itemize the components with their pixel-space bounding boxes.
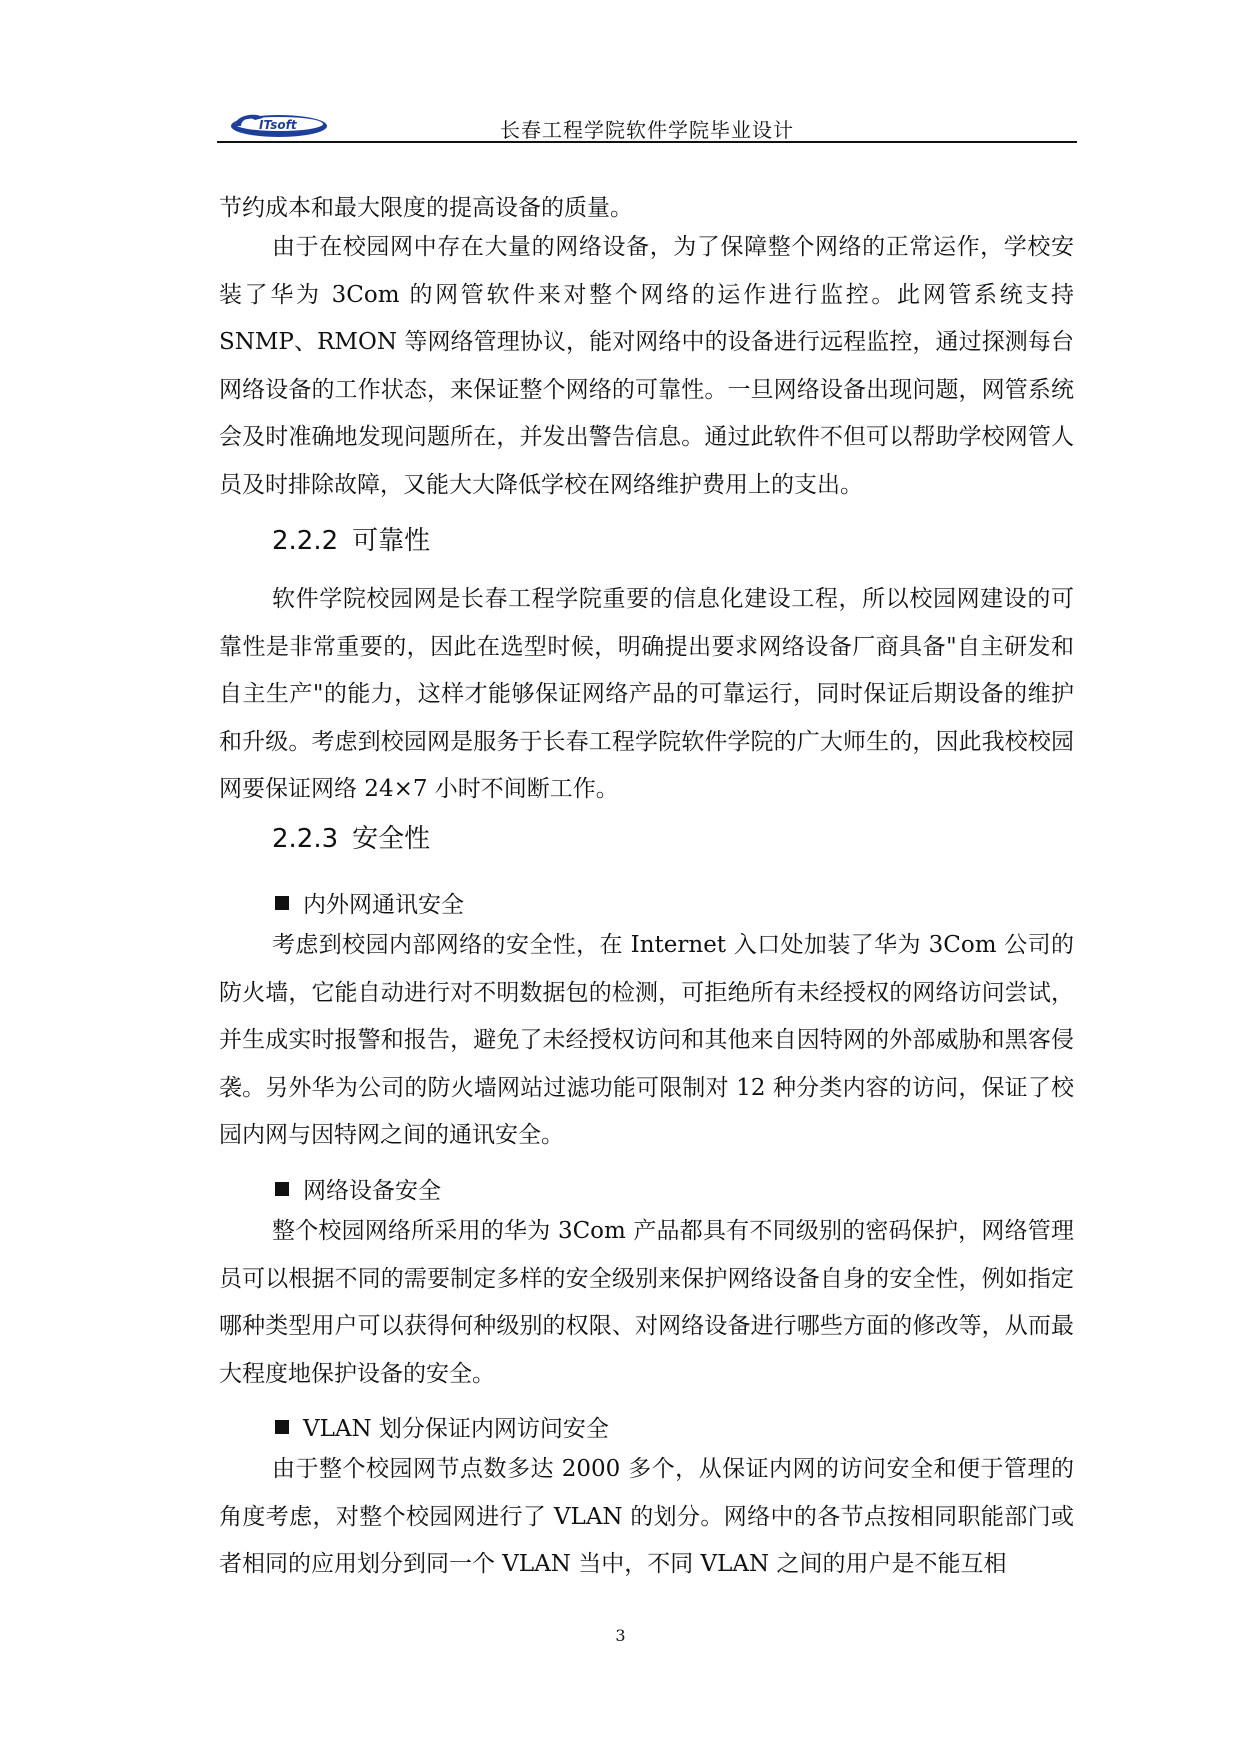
bullet-label: VLAN 划分保证内网访问安全: [303, 1416, 609, 1442]
logo-text: ITsoft: [259, 118, 297, 132]
paragraph-vlan: 由于整个校园网节点数多达 2000 多个，从保证内网的访问安全和便于管理的角度考虑，对整个校园网进行了 VLAN 的划分。网络中的各节点按相同职能部门或者相同的应用划分到同一个 VLAN 当中，不同 VLAN 之间的用户是不能互相: [219, 1456, 1074, 1577]
bullet-item-network-communication: [275, 886, 464, 919]
bullet-label: 网络设备安全: [303, 1178, 441, 1204]
page-number: 3: [615, 1626, 626, 1645]
section-title: 可靠性: [352, 526, 431, 556]
paragraph-device-security: 整个校园网络所采用的华为 3Com 产品都具有不同级别的密码保护，网络管理员可以根据不同的需要制定多样的安全级别来保护网络设备自身的安全性，例如指定哪种类型用户可以获得何种级别的权限、对网络设备进行哪些方面的修改等，从而最大程度地保护设备的安全。: [219, 1218, 1074, 1387]
section-number: 2.2.2: [272, 526, 339, 556]
bullet-item-device-security: [275, 1172, 441, 1205]
paragraph-continuation: 节约成本和最大限度的提高设备的质量。: [219, 195, 633, 221]
bullet-label: 内外网通讯安全: [303, 892, 464, 918]
section-heading-security: [272, 818, 430, 855]
header-divider: [217, 141, 1077, 143]
section-heading-reliability: [272, 520, 430, 557]
section-number: 2.2.3: [272, 824, 339, 854]
bullet-item-vlan: [275, 1410, 609, 1443]
header-title: 长春工程学院软件学院毕业设计: [500, 118, 794, 142]
square-bullet-icon: [275, 1420, 289, 1434]
square-bullet-icon: [275, 896, 289, 910]
page-header: [217, 108, 1077, 148]
section-title: 安全性: [352, 824, 431, 854]
paragraph-firewall: 考虑到校园内部网络的安全性，在 Internet 入口处加装了华为 3Com 公司的防火墙，它能自动进行对不明数据包的检测，可拒绝所有未经授权的网络访问尝试，并生成实时报警和报告，避免了未经授权访问和其他来自因特网的外部威胁和黑客侵袭。另外华为公司的防火墙网站过滤功能可限制对 12 种分类内容的访问，保证了校园内网与因特网之间的通讯安全。: [219, 932, 1074, 1148]
paragraph-reliability: 软件学院校园网是长春工程学院重要的信息化建设工程，所以校园网建设的可靠性是非常重要的，因此在选型时候，明确提出要求网络设备厂商具备"自主研发和自主生产"的能力，这样才能够保证网络产品的可靠运行，同时保证后期设备的维护和升级。考虑到校园网是服务于长春工程学院软件学院的广大师生的，因此我校校园网要保证网络 24×7 小时不间断工作。: [219, 586, 1074, 802]
square-bullet-icon: [275, 1182, 289, 1196]
paragraph-network-management: 由于在校园网中存在大量的网络设备，为了保障整个网络的正常运作，学校安装了华为 3Com 的网管软件来对整个网络的运作进行监控。此网管系统支持 SNMP、RMON 等网络管理协议，能对网络中的设备进行远程监控，通过探测每台网络设备的工作状态，来保证整个网络的可靠性。一旦网络设备出现问题，网管系统会及时准确地发现问题所在，并发出警告信息。通过此软件不但可以帮助学校网管人员及时排除故障，又能大大降低学校在网络维护费用上的支出。: [219, 234, 1074, 498]
